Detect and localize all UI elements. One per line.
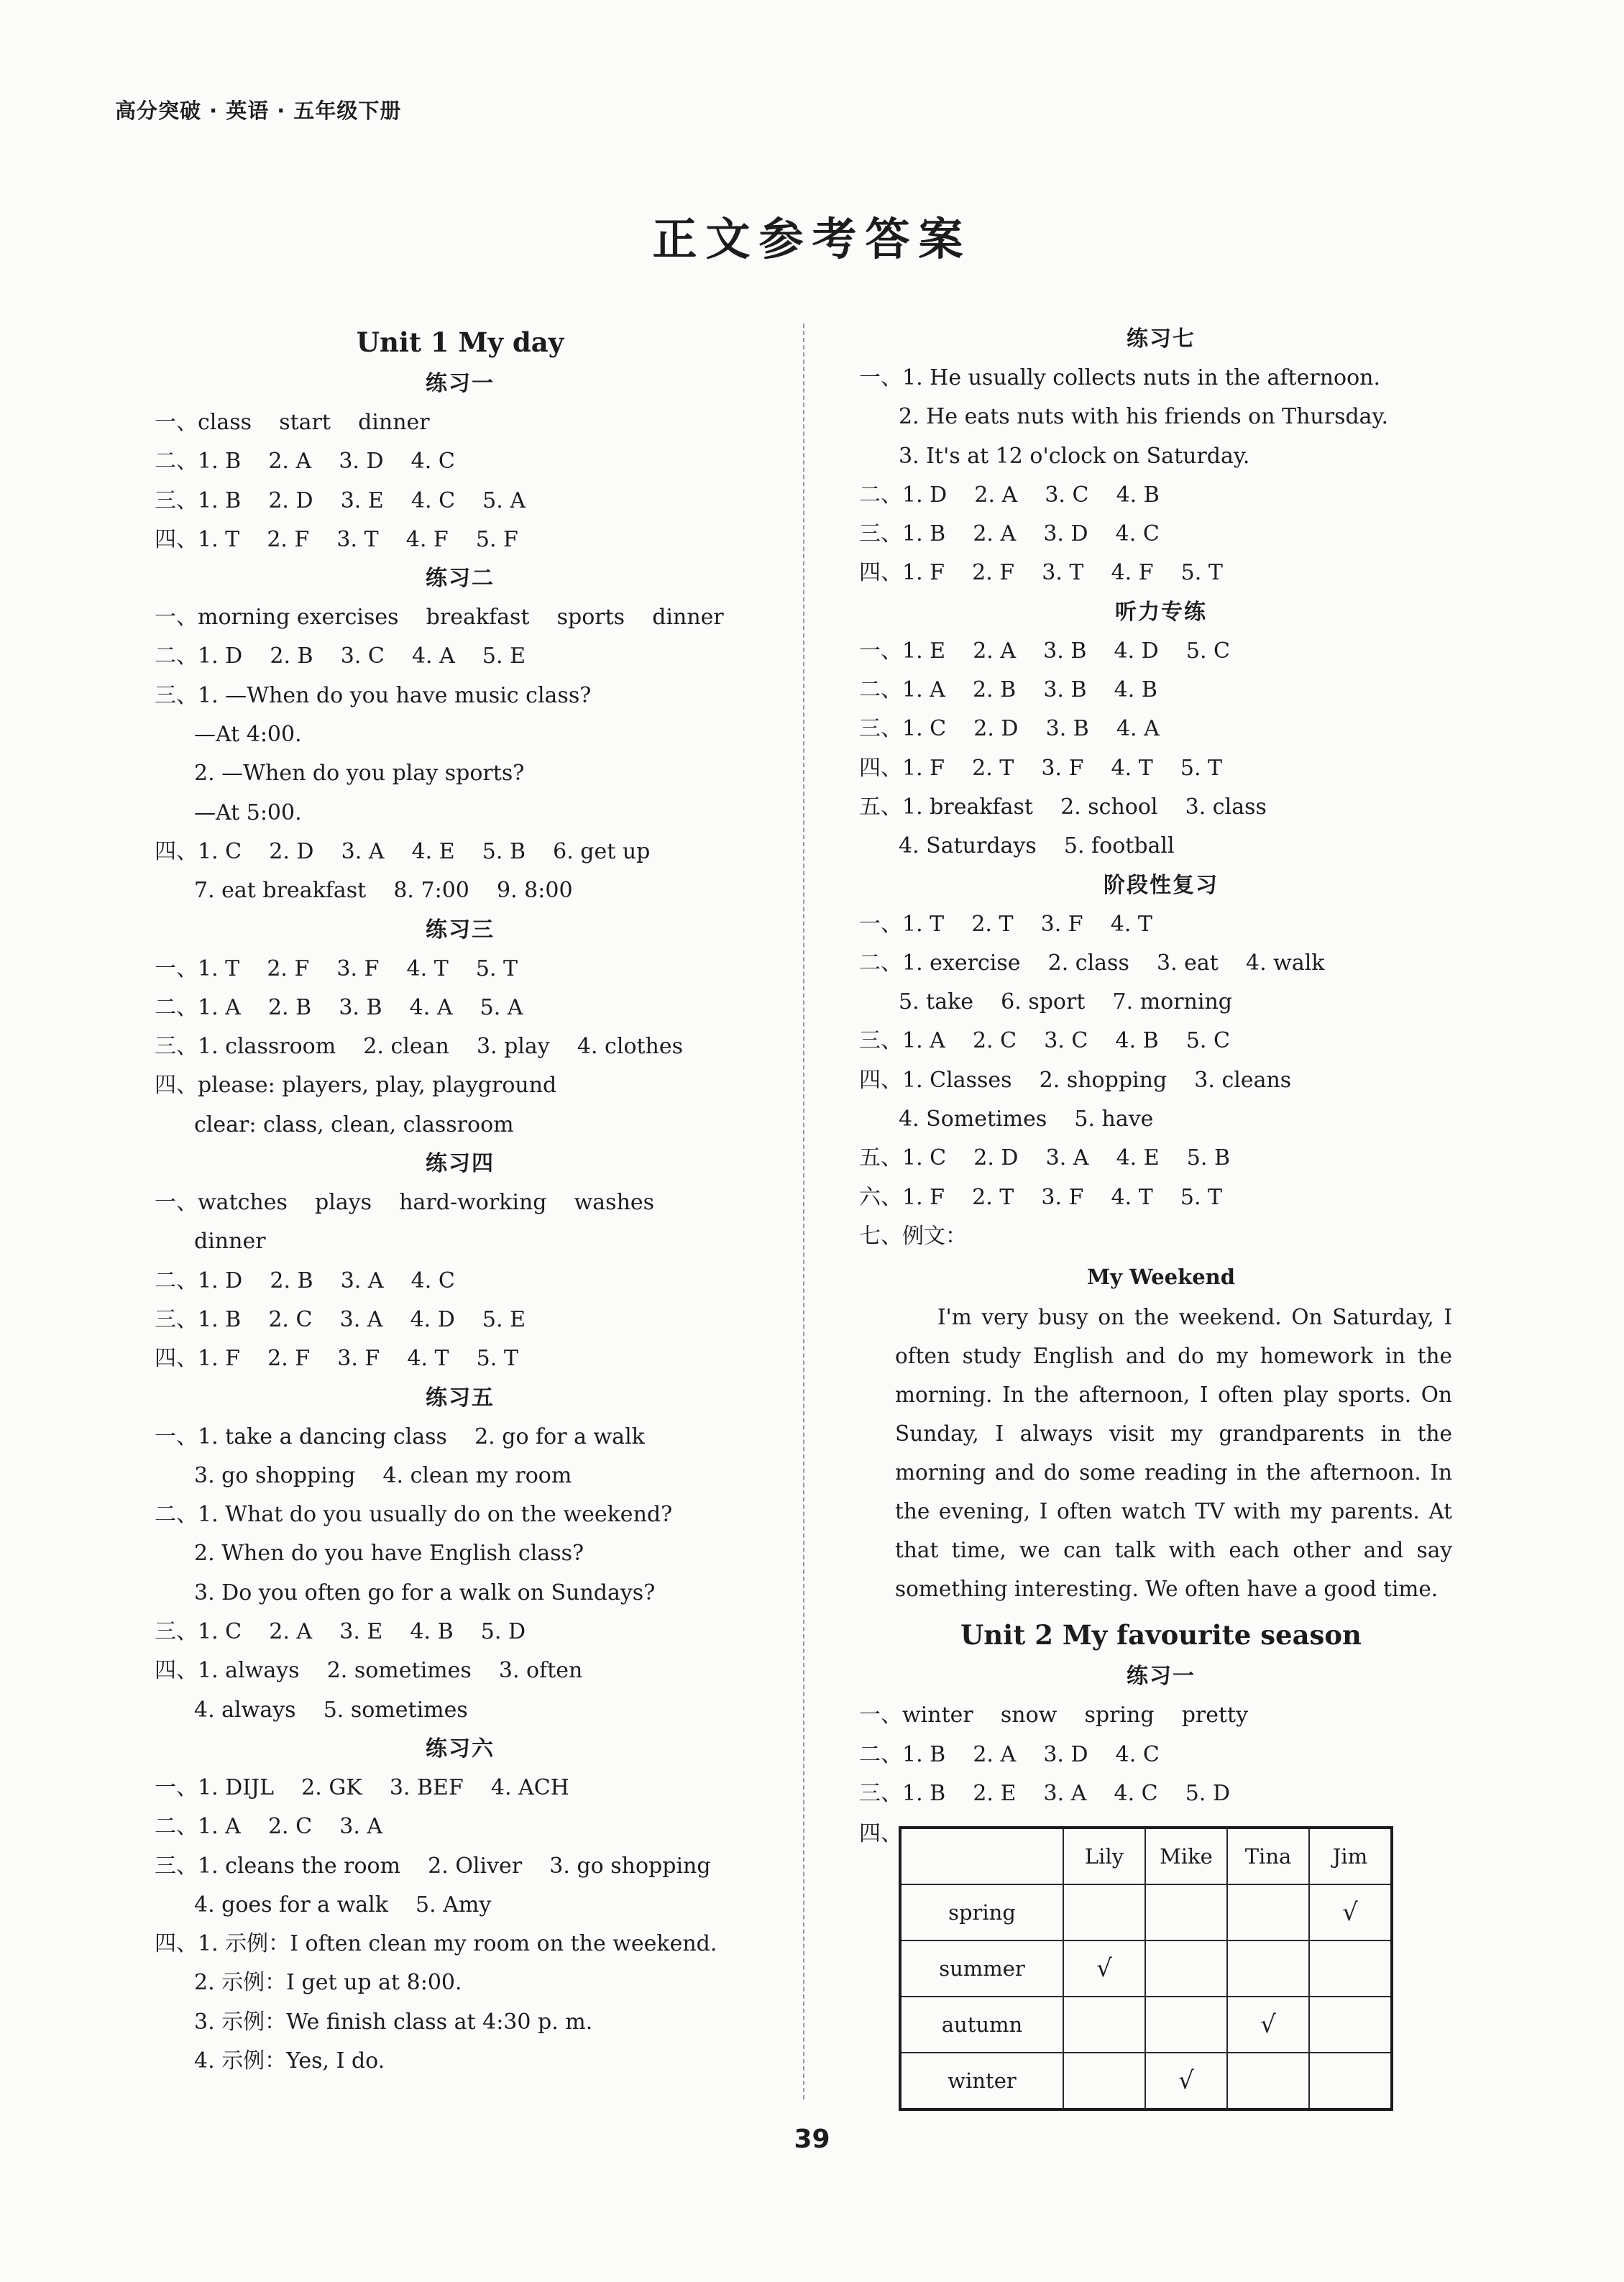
left-column	[155, 320, 766, 2081]
table-header-cell: Jim	[1309, 1828, 1392, 1884]
check-mark-cell: √	[1063, 1940, 1145, 1997]
table-row	[900, 2053, 1392, 2109]
answer-line: 3. 示例：We finish class at 4:30 p. m.	[194, 2009, 593, 2035]
table-row	[900, 1997, 1392, 2053]
answer-line: 四、please: players, play, playground	[155, 1073, 557, 1099]
empty-cell	[1227, 2053, 1309, 2109]
answer-line: 四、1. T 2. F 3. T 4. F 5. F	[155, 526, 518, 552]
answer-line: 4. Sometimes 5. have	[899, 1106, 1154, 1132]
empty-cell	[1063, 2053, 1145, 2109]
empty-cell	[1063, 1884, 1145, 1940]
answer-line: 三、1. A 2. C 3. C 4. B 5. C	[859, 1028, 1230, 1054]
check-mark-cell: √	[1145, 2053, 1227, 2109]
section-title: 练习五	[426, 1385, 495, 1411]
section-title: 练习七	[1127, 326, 1196, 352]
answer-line: 五、1. C 2. D 3. A 4. E 5. B	[859, 1145, 1230, 1171]
season-cell: autumn	[900, 1997, 1063, 2053]
table-row	[900, 1940, 1392, 1997]
column-divider	[803, 324, 804, 2099]
answer-line: 三、1. —When do you have music class?	[155, 682, 592, 708]
answer-line: 四、1. 示例：I often clean my room on the weekend.	[155, 1931, 717, 1957]
answer-line: 二、1. B 2. A 3. D 4. C	[155, 449, 455, 475]
table-corner-cell	[900, 1828, 1063, 1884]
answer-line: 二、1. A 2. B 3. B 4. A 5. A	[155, 994, 523, 1020]
table-label: 四、	[859, 1821, 902, 1847]
answer-line: 一、1. DIJL 2. GK 3. BEF 4. ACH	[155, 1774, 569, 1800]
check-mark-cell: √	[1227, 1997, 1309, 2053]
unit2-section	[859, 1657, 1463, 1813]
season-cell: spring	[900, 1884, 1063, 1940]
section-title: 练习一	[426, 371, 495, 396]
unit2-title: Unit 2 My favourite season	[960, 1619, 1362, 1651]
empty-cell	[1309, 2053, 1392, 2109]
answer-line: 三、1. cleans the room 2. Oliver 3. go shopping	[155, 1853, 711, 1879]
answer-line: 三、1. B 2. D 3. E 4. C 5. A	[155, 487, 526, 513]
answer-line: 二、1. What do you usually do on the weekend?	[155, 1502, 673, 1528]
answer-line: 二、1. A 2. B 3. B 4. B	[859, 677, 1157, 703]
empty-cell	[1227, 1884, 1309, 1940]
section-title: 练习六	[426, 1736, 495, 1761]
empty-cell	[1309, 1997, 1392, 2053]
answer-line: 四、1. C 2. D 3. A 4. E 5. B 6. get up	[155, 838, 651, 864]
table-header-cell: Mike	[1145, 1828, 1227, 1884]
answer-line: 2. 示例：I get up at 8:00.	[194, 1970, 462, 1996]
answer-line: 六、1. F 2. T 3. F 4. T 5. T	[859, 1184, 1223, 1210]
answer-line: 一、1. He usually collects nuts in the afternoon.	[859, 365, 1380, 390]
empty-cell	[1145, 1940, 1227, 1997]
answer-line: 三、1. C 2. A 3. E 4. B 5. D	[155, 1619, 526, 1645]
answer-line: 一、winter snow spring pretty	[859, 1703, 1249, 1728]
answer-line: 二、1. D 2. A 3. C 4. B	[859, 482, 1160, 508]
answer-line: 一、morning exercises breakfast sports dinner	[155, 605, 724, 631]
answer-line: 二、1. D 2. B 3. C 4. A 5. E	[155, 643, 526, 669]
left-sections	[155, 365, 766, 2081]
section-title: 练习三	[426, 917, 495, 943]
answer-line: dinner	[194, 1229, 266, 1255]
table-header-cell: Lily	[1063, 1828, 1145, 1884]
answer-line: clear: class, clean, classroom	[194, 1112, 514, 1137]
check-mark-cell: √	[1309, 1884, 1392, 1940]
answer-line: —At 5:00.	[194, 799, 302, 825]
answer-line: 2. He eats nuts with his friends on Thursday.	[899, 404, 1389, 430]
empty-cell	[1145, 1884, 1227, 1940]
answer-line: 一、1. E 2. A 3. B 4. D 5. C	[859, 638, 1230, 664]
season-table-block	[859, 1813, 1463, 2122]
unit1-title: Unit 1 My day	[356, 326, 564, 358]
page-title: 正文参考答案	[652, 213, 972, 265]
right-column	[859, 320, 1463, 2122]
empty-cell	[1063, 1997, 1145, 2053]
page-number: 39	[794, 2125, 830, 2154]
answer-line: 四、1. F 2. F 3. F 4. T 5. T	[155, 1346, 518, 1372]
answer-line: 4. 示例：Yes, I do.	[194, 2048, 385, 2073]
answer-line: 七、例文：	[859, 1223, 967, 1249]
table-header-row	[900, 1828, 1392, 1884]
section-title: 练习四	[426, 1151, 495, 1177]
answer-line: 三、1. C 2. D 3. B 4. A	[859, 716, 1160, 742]
answer-line: 3. go shopping 4. clean my room	[194, 1462, 572, 1488]
table-row	[900, 1884, 1392, 1940]
answer-line: —At 4:00.	[194, 722, 302, 748]
answer-line: 4. Saturdays 5. football	[899, 833, 1175, 859]
answer-line: 2. —When do you play sports?	[194, 761, 525, 787]
answer-line: 4. always 5. sometimes	[194, 1697, 468, 1723]
season-cell: winter	[900, 2053, 1063, 2109]
essay-title: My Weekend	[1086, 1265, 1236, 1290]
answer-line: 四、1. Classes 2. shopping 3. cleans	[859, 1067, 1292, 1093]
season-cell: summer	[900, 1940, 1063, 1997]
answer-line: 2. When do you have English class?	[194, 1541, 584, 1567]
section-title: 听力专练	[1115, 599, 1207, 625]
answer-line: 二、1. D 2. B 3. A 4. C	[155, 1268, 455, 1293]
essay-text: I'm very busy on the weekend. On Saturday, I often study English and do my homework in the morning. In the afternoon, I often play sports. On Sunday, I always visit my grandparents in the morning and do some reading in the afternoon. In the evening, I often watch TV with my parents. At that time, we can talk with each other and say something interesting. We often have a good time.	[895, 1305, 1452, 1602]
answer-line: 4. goes for a walk 5. Amy	[194, 1892, 492, 1917]
answer-line: 二、1. A 2. C 3. A	[155, 1814, 383, 1840]
answer-line: 3. Do you often go for a walk on Sundays?	[194, 1580, 656, 1605]
answer-line: 三、1. B 2. A 3. D 4. C	[859, 521, 1160, 547]
answer-line: 二、1. B 2. A 3. D 4. C	[859, 1741, 1160, 1767]
section-title: 练习一	[1127, 1664, 1196, 1690]
section-title: 阶段性复习	[1104, 872, 1219, 898]
empty-cell	[1145, 1997, 1227, 2053]
table-header-cell: Tina	[1227, 1828, 1309, 1884]
empty-cell	[1309, 1940, 1392, 1997]
book-header: 高分突破 · 英语 · 五年级下册	[115, 98, 402, 123]
answer-line: 二、1. exercise 2. class 3. eat 4. walk	[859, 950, 1325, 976]
answer-line: 三、1. B 2. E 3. A 4. C 5. D	[859, 1780, 1230, 1806]
answer-line: 一、1. T 2. T 3. F 4. T	[859, 911, 1152, 937]
answer-line: 一、watches plays hard-working washes	[155, 1190, 655, 1216]
answer-line: 四、1. always 2. sometimes 3. often	[155, 1658, 583, 1684]
section-title: 练习二	[426, 566, 495, 592]
answer-line: 三、1. classroom 2. clean 3. play 4. clothes	[155, 1034, 684, 1060]
answer-line: 一、class start dinner	[155, 410, 430, 435]
answer-line: 7. eat breakfast 8. 7:00 9. 8:00	[194, 878, 573, 904]
right-sections	[859, 320, 1463, 1256]
answer-line: 一、1. T 2. F 3. F 4. T 5. T	[155, 956, 518, 981]
answer-line: 三、1. B 2. C 3. A 4. D 5. E	[155, 1306, 526, 1332]
answer-line: 3. It's at 12 o'clock on Saturday.	[899, 443, 1250, 469]
answer-line: 五、1. breakfast 2. school 3. class	[859, 794, 1267, 820]
answer-line: 四、1. F 2. T 3. F 4. T 5. T	[859, 755, 1223, 781]
empty-cell	[1227, 1940, 1309, 1997]
answer-line: 5. take 6. sport 7. morning	[899, 989, 1232, 1015]
answer-line: 一、1. take a dancing class 2. go for a walk	[155, 1424, 645, 1449]
season-table	[899, 1826, 1393, 2111]
answer-line: 四、1. F 2. F 3. T 4. F 5. T	[859, 560, 1223, 586]
